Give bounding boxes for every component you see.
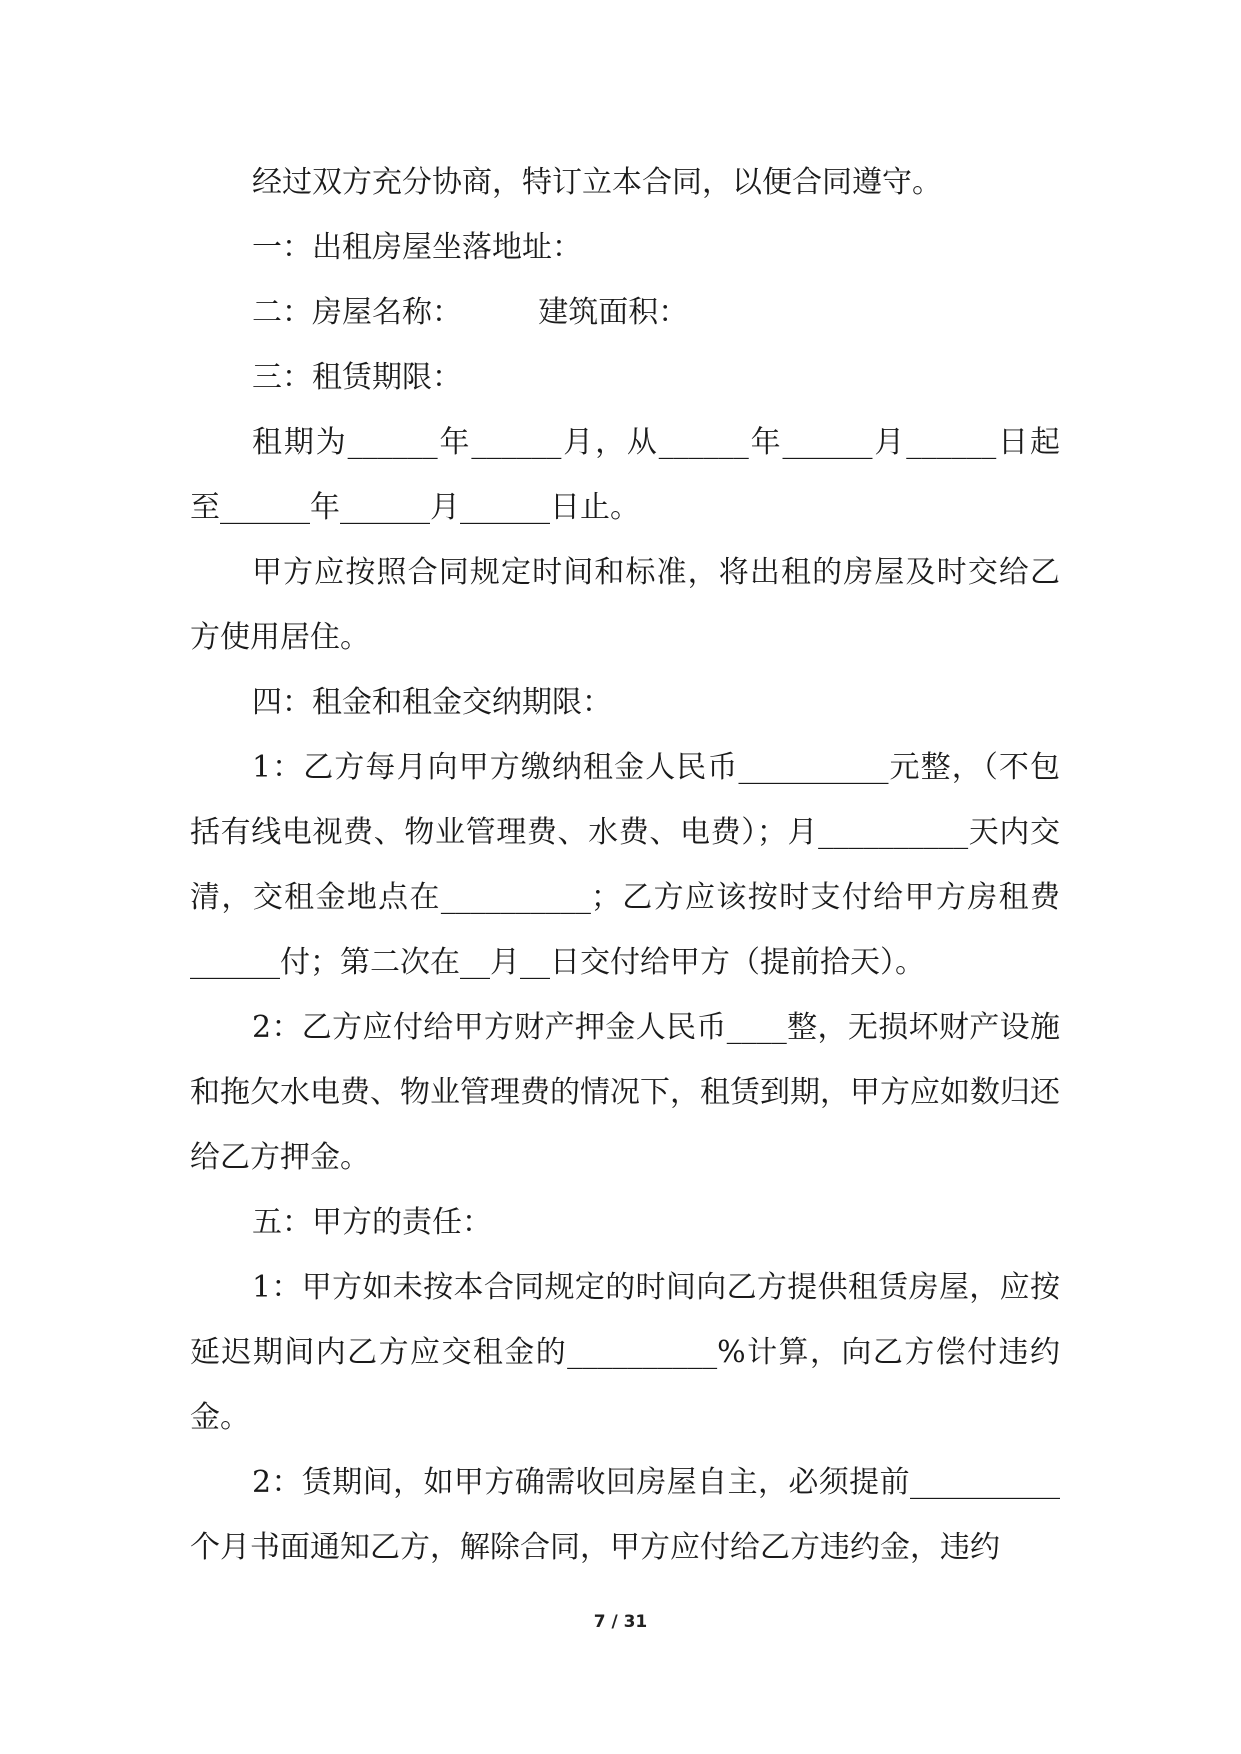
paragraph-delivery: 甲方应按照合同规定时间和标准，将出租的房屋及时交给乙方使用居住。 xyxy=(190,555,1060,655)
paragraph-rent-clause-1: 1：乙方每月向甲方缴纳租金人民币__________元整，（不包括有线电视费、物业管理费、水费、电费）；月__________天内交清，交租金地点在__________；乙方应该按时支付给甲方房租费______付；第二次在__月__日交付给甲方（提前拾天）。 xyxy=(190,750,1060,980)
paragraph-intro: 经过双方充分协商，特订立本合同，以便合同遵守。 xyxy=(252,165,942,200)
paragraph-section-5-heading: 五：甲方的责任： xyxy=(252,1205,492,1240)
paragraph-duty-clause-1: 1：甲方如未按本合同规定的时间向乙方提供租赁房屋，应按延迟期间内乙方应交租金的__________%计算，向乙方偿付违约金。 xyxy=(190,1270,1060,1435)
paragraph-section-3-heading: 三：租赁期限： xyxy=(252,360,462,395)
paragraph-section-4-heading: 四：租金和租金交纳期限： xyxy=(252,685,612,720)
paragraph-section-1-address: 一：出租房屋坐落地址： xyxy=(252,230,582,265)
page-number: 7 / 31 xyxy=(593,1612,648,1632)
document-body xyxy=(190,150,1060,1580)
paragraph-lease-term: 租期为______年______月，从______年______月______日起至______年______月______日止。 xyxy=(190,425,1060,525)
paragraph-section-2-name-area: 二：房屋名称： 建筑面积： xyxy=(252,295,689,330)
paragraph-duty-clause-2: 2：赁期间，如甲方确需收回房屋自主，必须提前__________个月书面通知乙方，解除合同，甲方应付给乙方违约金，违约 xyxy=(190,1465,1060,1565)
paragraph-rent-clause-2: 2：乙方应付给甲方财产押金人民币____整，无损坏财产设施和拖欠水电费、物业管理费的情况下，租赁到期，甲方应如数归还给乙方押金。 xyxy=(190,1010,1060,1175)
